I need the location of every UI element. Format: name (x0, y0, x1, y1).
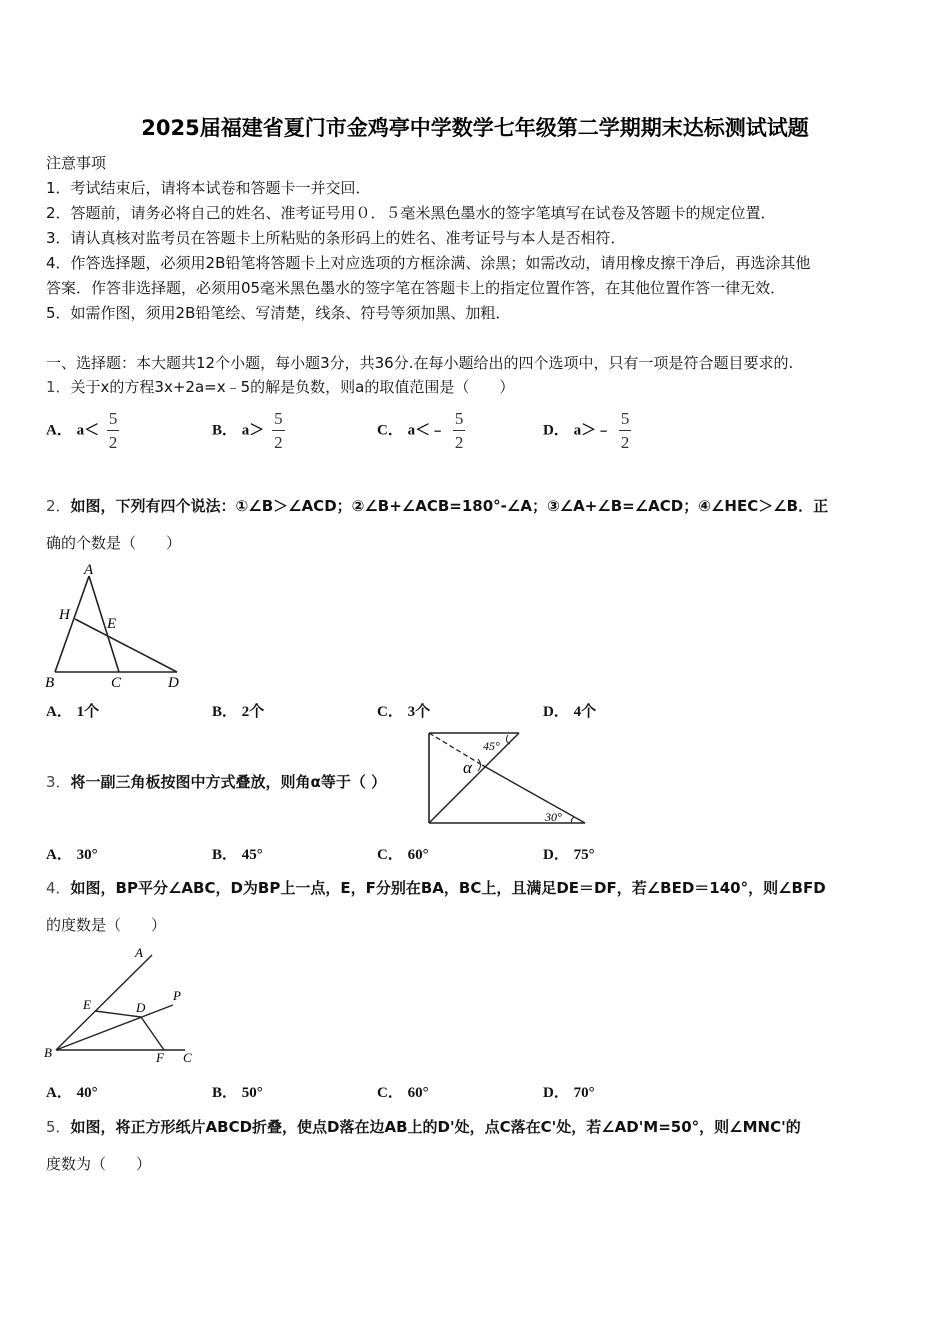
notice-item-4-cont: 答案．作答非选择题，必须用05毫米黑色墨水的签字笔在答题卡上的指定位置作答，在其他位置作答一律无效． (46, 279, 786, 297)
label-e: E (83, 997, 91, 1012)
question-text: 如图，将正方形纸片ABCD折叠，使点D落在边AB上的D'处，点C落在C'处，若∠AD'M=50°，则∠MNC'的 (70, 1118, 801, 1136)
question-5 (46, 1116, 801, 1137)
fraction: $\frac{5}{2}$ (454, 409, 464, 452)
q2-triangle-figure (40, 558, 200, 690)
question-2-cont: 确的个数是（ ） (46, 534, 182, 552)
label-p: P (173, 988, 181, 1003)
question-4-cont: 的度数是（ ） (46, 916, 167, 934)
question-2 (46, 495, 828, 516)
label-b: B (45, 675, 55, 690)
question-number: 5． (46, 1118, 71, 1136)
question-number: 4． (46, 879, 71, 897)
question-text: 如图，BP平分∠ABC，D为BP上一点，E，F分别在BA，BC上，且满足DE＝DF，若∠BED＝140°，则∠BFD (70, 879, 826, 897)
q3-option-a[interactable]: A． 30° (46, 847, 98, 863)
q4-option-d[interactable]: D． 70° (543, 1085, 595, 1101)
label-a: A (84, 562, 94, 578)
notice-heading: 注意事项 (46, 154, 107, 172)
q1-option-d[interactable]: D． a＞﹣ $\frac{5}{2}$ (543, 409, 630, 452)
question-5-cont: 度数为（ ） (46, 1155, 152, 1173)
question-text: 将一副三角板按图中方式叠放，则角α等于（ ） (70, 773, 387, 791)
q3-set-squares-figure (420, 728, 595, 828)
notice-item-3: 3．请认真核对监考员在答题卡上所粘贴的条形码上的姓名、准考证号与本人是否相符． (46, 229, 626, 247)
notice-item-4: 4．作答选择题，必须用2B铅笔将答题卡上对应选项的方框涂满、涂黑；如需改动，请用橡皮擦干净后，再选涂其他 (46, 254, 811, 272)
question-4 (46, 877, 826, 898)
question-number: 1． (46, 378, 71, 396)
label-c: C (183, 1050, 192, 1065)
fraction: $\frac{5}{2}$ (620, 409, 630, 452)
page-title: 2025届福建省夏门市金鸡亭中学数学七年级第二学期期末达标测试试题 (141, 116, 809, 140)
q4-option-c[interactable]: C． 60° (377, 1085, 429, 1101)
label-e: E (107, 616, 117, 632)
q2-option-d[interactable]: D． 4个 (543, 704, 597, 720)
label-a: A (135, 945, 143, 960)
q2-option-a[interactable]: A． 1个 (46, 704, 100, 720)
q3-option-c[interactable]: C． 60° (377, 847, 429, 863)
q3-option-d[interactable]: D． 75° (543, 847, 595, 863)
q2-option-b[interactable]: B． 2个 (212, 704, 265, 720)
question-number: 2． (46, 497, 71, 515)
q4-option-b[interactable]: B． 50° (212, 1085, 263, 1101)
q1-option-b[interactable]: B． a＞ $\frac{5}{2}$ (212, 409, 283, 452)
q2-option-c[interactable]: C． 3个 (377, 704, 431, 720)
label-30-degrees: 30° (545, 810, 562, 824)
fraction: $\frac{5}{2}$ (274, 409, 283, 452)
label-f: F (156, 1050, 164, 1065)
section-heading: 一、选择题：本大题共12个小题，每小题3分，共36分.在每小题给出的四个选项中，只有一项是符合题目要求的. (46, 354, 794, 372)
fraction: $\frac{5}{2}$ (108, 409, 118, 452)
label-alpha: α (463, 758, 472, 777)
label-d: D (136, 1000, 146, 1015)
notice-item-2: 2．答题前，请务必将自己的姓名、准考证号用０．５毫米黑色墨水的签字笔填写在试卷及答题卡的规定位置． (46, 204, 776, 222)
notice-item-5: 5．如需作图，须用2B铅笔绘、写清楚，线条、符号等须加黑、加粗． (46, 304, 511, 322)
q1-option-c[interactable]: C． a＜﹣ $\frac{5}{2}$ (377, 409, 464, 452)
q3-option-b[interactable]: B． 45° (212, 847, 263, 863)
question-1 (46, 376, 514, 397)
q4-option-a[interactable]: A． 40° (46, 1085, 98, 1101)
q1-option-a[interactable]: A． a＜ $\frac{5}{2}$ (46, 409, 118, 452)
label-d: D (168, 675, 179, 690)
label-h: H (59, 607, 70, 623)
question-number: 3． (46, 773, 71, 791)
notice-item-1: 1．考试结束后，请将本试卷和答题卡一并交回． (46, 179, 371, 197)
label-45-degrees: 45° (483, 739, 500, 753)
question-text: 关于x的方程3x+2a=x﹣5的解是负数，则a的取值范围是（ ） (70, 378, 515, 396)
question-3 (46, 771, 386, 792)
q4-angle-bisector-figure (40, 940, 210, 1070)
label-c: C (111, 675, 122, 690)
label-b: B (44, 1045, 52, 1060)
question-text: 如图，下列有四个说法：①∠B＞∠ACD；②∠B+∠ACB=180°-∠A；③∠A+∠B=∠ACD；④∠HEC＞∠B．正 (70, 497, 829, 515)
